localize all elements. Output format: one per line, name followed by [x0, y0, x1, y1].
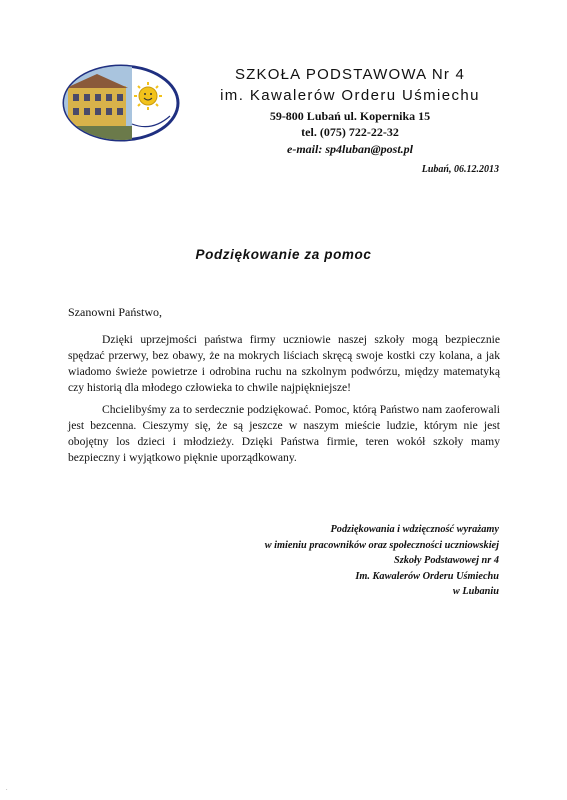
- letter-date: Lubań, 06.12.2013: [421, 164, 499, 175]
- signature-line: w Lubaniu: [452, 586, 499, 598]
- signature-line: Im. Kawalerów Orderu Uśmiechu: [355, 570, 499, 582]
- signature-line: Podziękowania i wdzięczność wyrażamy: [330, 524, 499, 535]
- school-logo: [62, 64, 180, 142]
- signature-line: Szkoły Podstawowej nr 4: [394, 555, 499, 567]
- signature-block: [179, 522, 499, 600]
- page-mark: .: [6, 786, 8, 792]
- school-email: e-mail: sp4luban@post.pl: [287, 142, 413, 156]
- body-paragraph-1: Dzięki uprzejmości państwa firmy uczniowie naszej szkoły mogą bezpiecznie spędzać przerwy, bez obawy, że na mokrych liściach skręcą swoje kostki czy kolana, a jak wiadomo świeże powietrze i odrobina ruchu na szkolnym podwórzu, między matematyką czy historią dla młodego człowieka to chwile najpiękniejsze!: [68, 333, 500, 394]
- letter-subject: Podziękowanie za pomoc: [195, 247, 372, 262]
- school-phone: tel. (075) 722-22-32: [301, 125, 399, 139]
- school-patron: im. Kawalerów Orderu Uśmiechu: [220, 87, 480, 104]
- school-name: SZKOŁA PODSTAWOWA Nr 4: [234, 66, 466, 83]
- signature-line: w imieniu pracowników oraz społeczności uczniowskiej: [264, 539, 499, 551]
- school-address: 59-800 Lubań ul. Kopernika 15: [269, 109, 431, 123]
- school-building-photo: [62, 64, 132, 142]
- salutation: Szanowni Państwo,: [68, 305, 162, 319]
- body-paragraph-2: Chcielibyśmy za to serdecznie podziękować. Pomoc, którą Państwo nam zaoferowali jest bezcenna. Cieszymy się, że są jeszcze w naszym mieście ludzie, którym nie jest obojętny los dzieci i młodzieży. Dzięki Państwa firmie, teren wokół szkoły mamy bezpieczny i wyjątkowo pięknie uporządkowany.: [68, 403, 500, 464]
